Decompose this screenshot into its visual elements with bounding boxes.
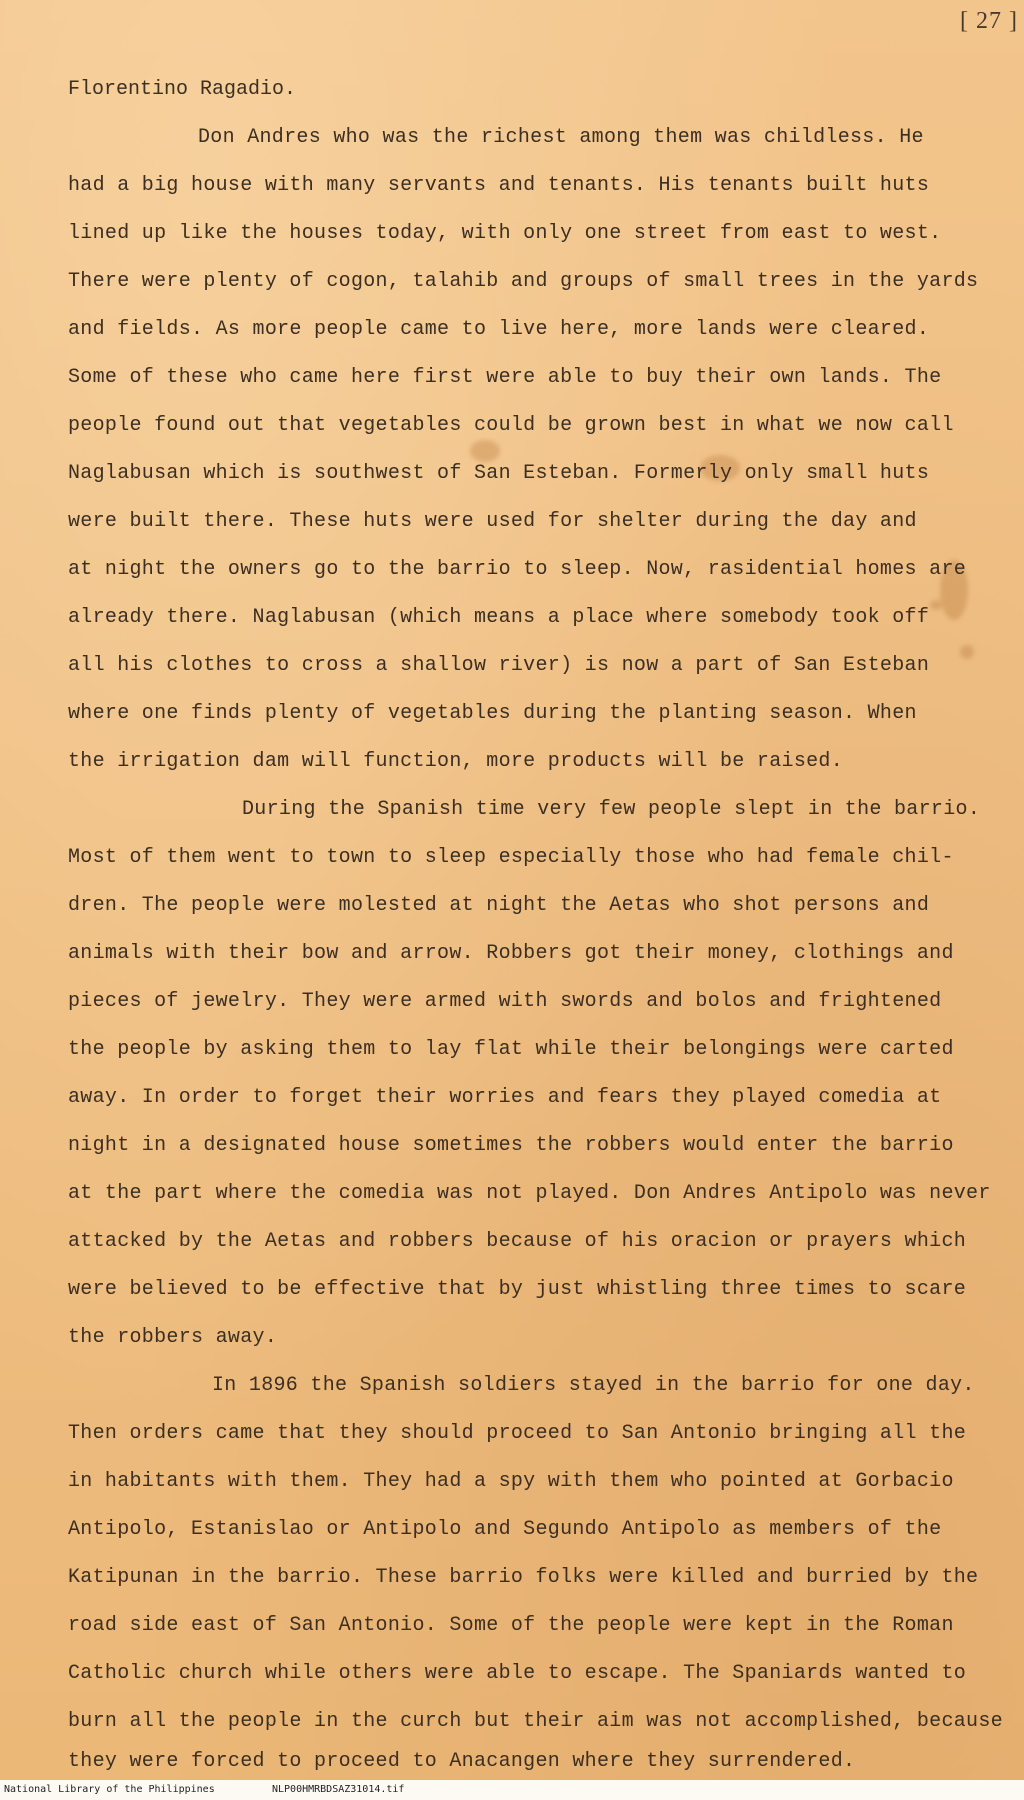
text-line: Catholic church while others were able to escape. The Spaniards wanted to bbox=[68, 1662, 967, 1685]
text-line: Most of them went to town to sleep especially those who had female chil- bbox=[68, 846, 954, 869]
text-line: attacked by the Aetas and robbers because of his oracion or prayers which bbox=[68, 1230, 967, 1253]
text-line: Then orders came that they should proceed to San Antonio bringing all the bbox=[68, 1422, 967, 1445]
text-line: were believed to be effective that by just whistling three times to scare bbox=[68, 1278, 967, 1301]
text-line: away. In order to forget their worries and fears they played comedia at bbox=[68, 1086, 942, 1109]
text-line: During the Spanish time very few people slept in the barrio. bbox=[242, 798, 981, 821]
text-line: burn all the people in the curch but their aim was not accomplished, because bbox=[68, 1710, 1003, 1733]
text-line: at the part where the comedia was not played. Don Andres Antipolo was never bbox=[68, 1182, 991, 1205]
text-line: already there. Naglabusan (which means a place where somebody took off bbox=[68, 606, 930, 629]
text-line: had a big house with many servants and tenants. His tenants built huts bbox=[68, 174, 930, 197]
text-line: the robbers away. bbox=[68, 1326, 278, 1349]
scan-footer bbox=[0, 1780, 1024, 1800]
text-line: at night the owners go to the barrio to sleep. Now, rasidential homes are bbox=[68, 558, 967, 581]
author-heading: Florentino Ragadio. bbox=[68, 78, 297, 101]
text-line: all his clothes to cross a shallow river) is now a part of San Esteban bbox=[68, 654, 930, 677]
text-line: lined up like the houses today, with only one street from east to west. bbox=[68, 222, 942, 245]
text-line: animals with their bow and arrow. Robbers got their money, clothings and bbox=[68, 942, 954, 965]
text-line: road side east of San Antonio. Some of the people were kept in the Roman bbox=[68, 1614, 954, 1637]
file-identifier: NLP00HMRBDSAZ31014.tif bbox=[272, 1784, 405, 1795]
page-reference-number: [ 27 ] bbox=[960, 8, 1018, 34]
text-line: night in a designated house sometimes the robbers would enter the barrio bbox=[68, 1134, 954, 1157]
stain bbox=[960, 645, 974, 659]
text-line: were built there. These huts were used for shelter during the day and bbox=[68, 510, 917, 533]
text-line: in habitants with them. They had a spy with them who pointed at Gorbacio bbox=[68, 1470, 954, 1493]
text-line: dren. The people were molested at night the Aetas who shot persons and bbox=[68, 894, 930, 917]
stain bbox=[930, 600, 942, 610]
text-line: they were forced to proceed to Anacangen where they surrendered. bbox=[68, 1750, 856, 1773]
text-line: Naglabusan which is southwest of San Esteban. Formerly only small huts bbox=[68, 462, 930, 485]
text-line: pieces of jewelry. They were armed with swords and bolos and frightened bbox=[68, 990, 942, 1013]
library-credit: National Library of the Philippines bbox=[4, 1784, 215, 1795]
stain bbox=[470, 440, 500, 462]
text-line: There were plenty of cogon, talahib and groups of small trees in the yards bbox=[68, 270, 979, 293]
text-line: and fields. As more people came to live here, more lands were cleared. bbox=[68, 318, 930, 341]
text-line: people found out that vegetables could be grown best in what we now call bbox=[68, 414, 954, 437]
text-line: where one finds plenty of vegetables during the planting season. When bbox=[68, 702, 917, 725]
text-line: the irrigation dam will function, more products will be raised. bbox=[68, 750, 844, 773]
text-line: In 1896 the Spanish soldiers stayed in the barrio for one day. bbox=[212, 1374, 975, 1397]
text-line: Don Andres who was the richest among them was childless. He bbox=[198, 126, 924, 149]
text-line: Antipolo, Estanislao or Antipolo and Segundo Antipolo as members of the bbox=[68, 1518, 942, 1541]
text-line: the people by asking them to lay flat while their belongings were carted bbox=[68, 1038, 954, 1061]
text-line: Katipunan in the barrio. These barrio folks were killed and burried by the bbox=[68, 1566, 979, 1589]
text-line: Some of these who came here first were able to buy their own lands. The bbox=[68, 366, 942, 389]
